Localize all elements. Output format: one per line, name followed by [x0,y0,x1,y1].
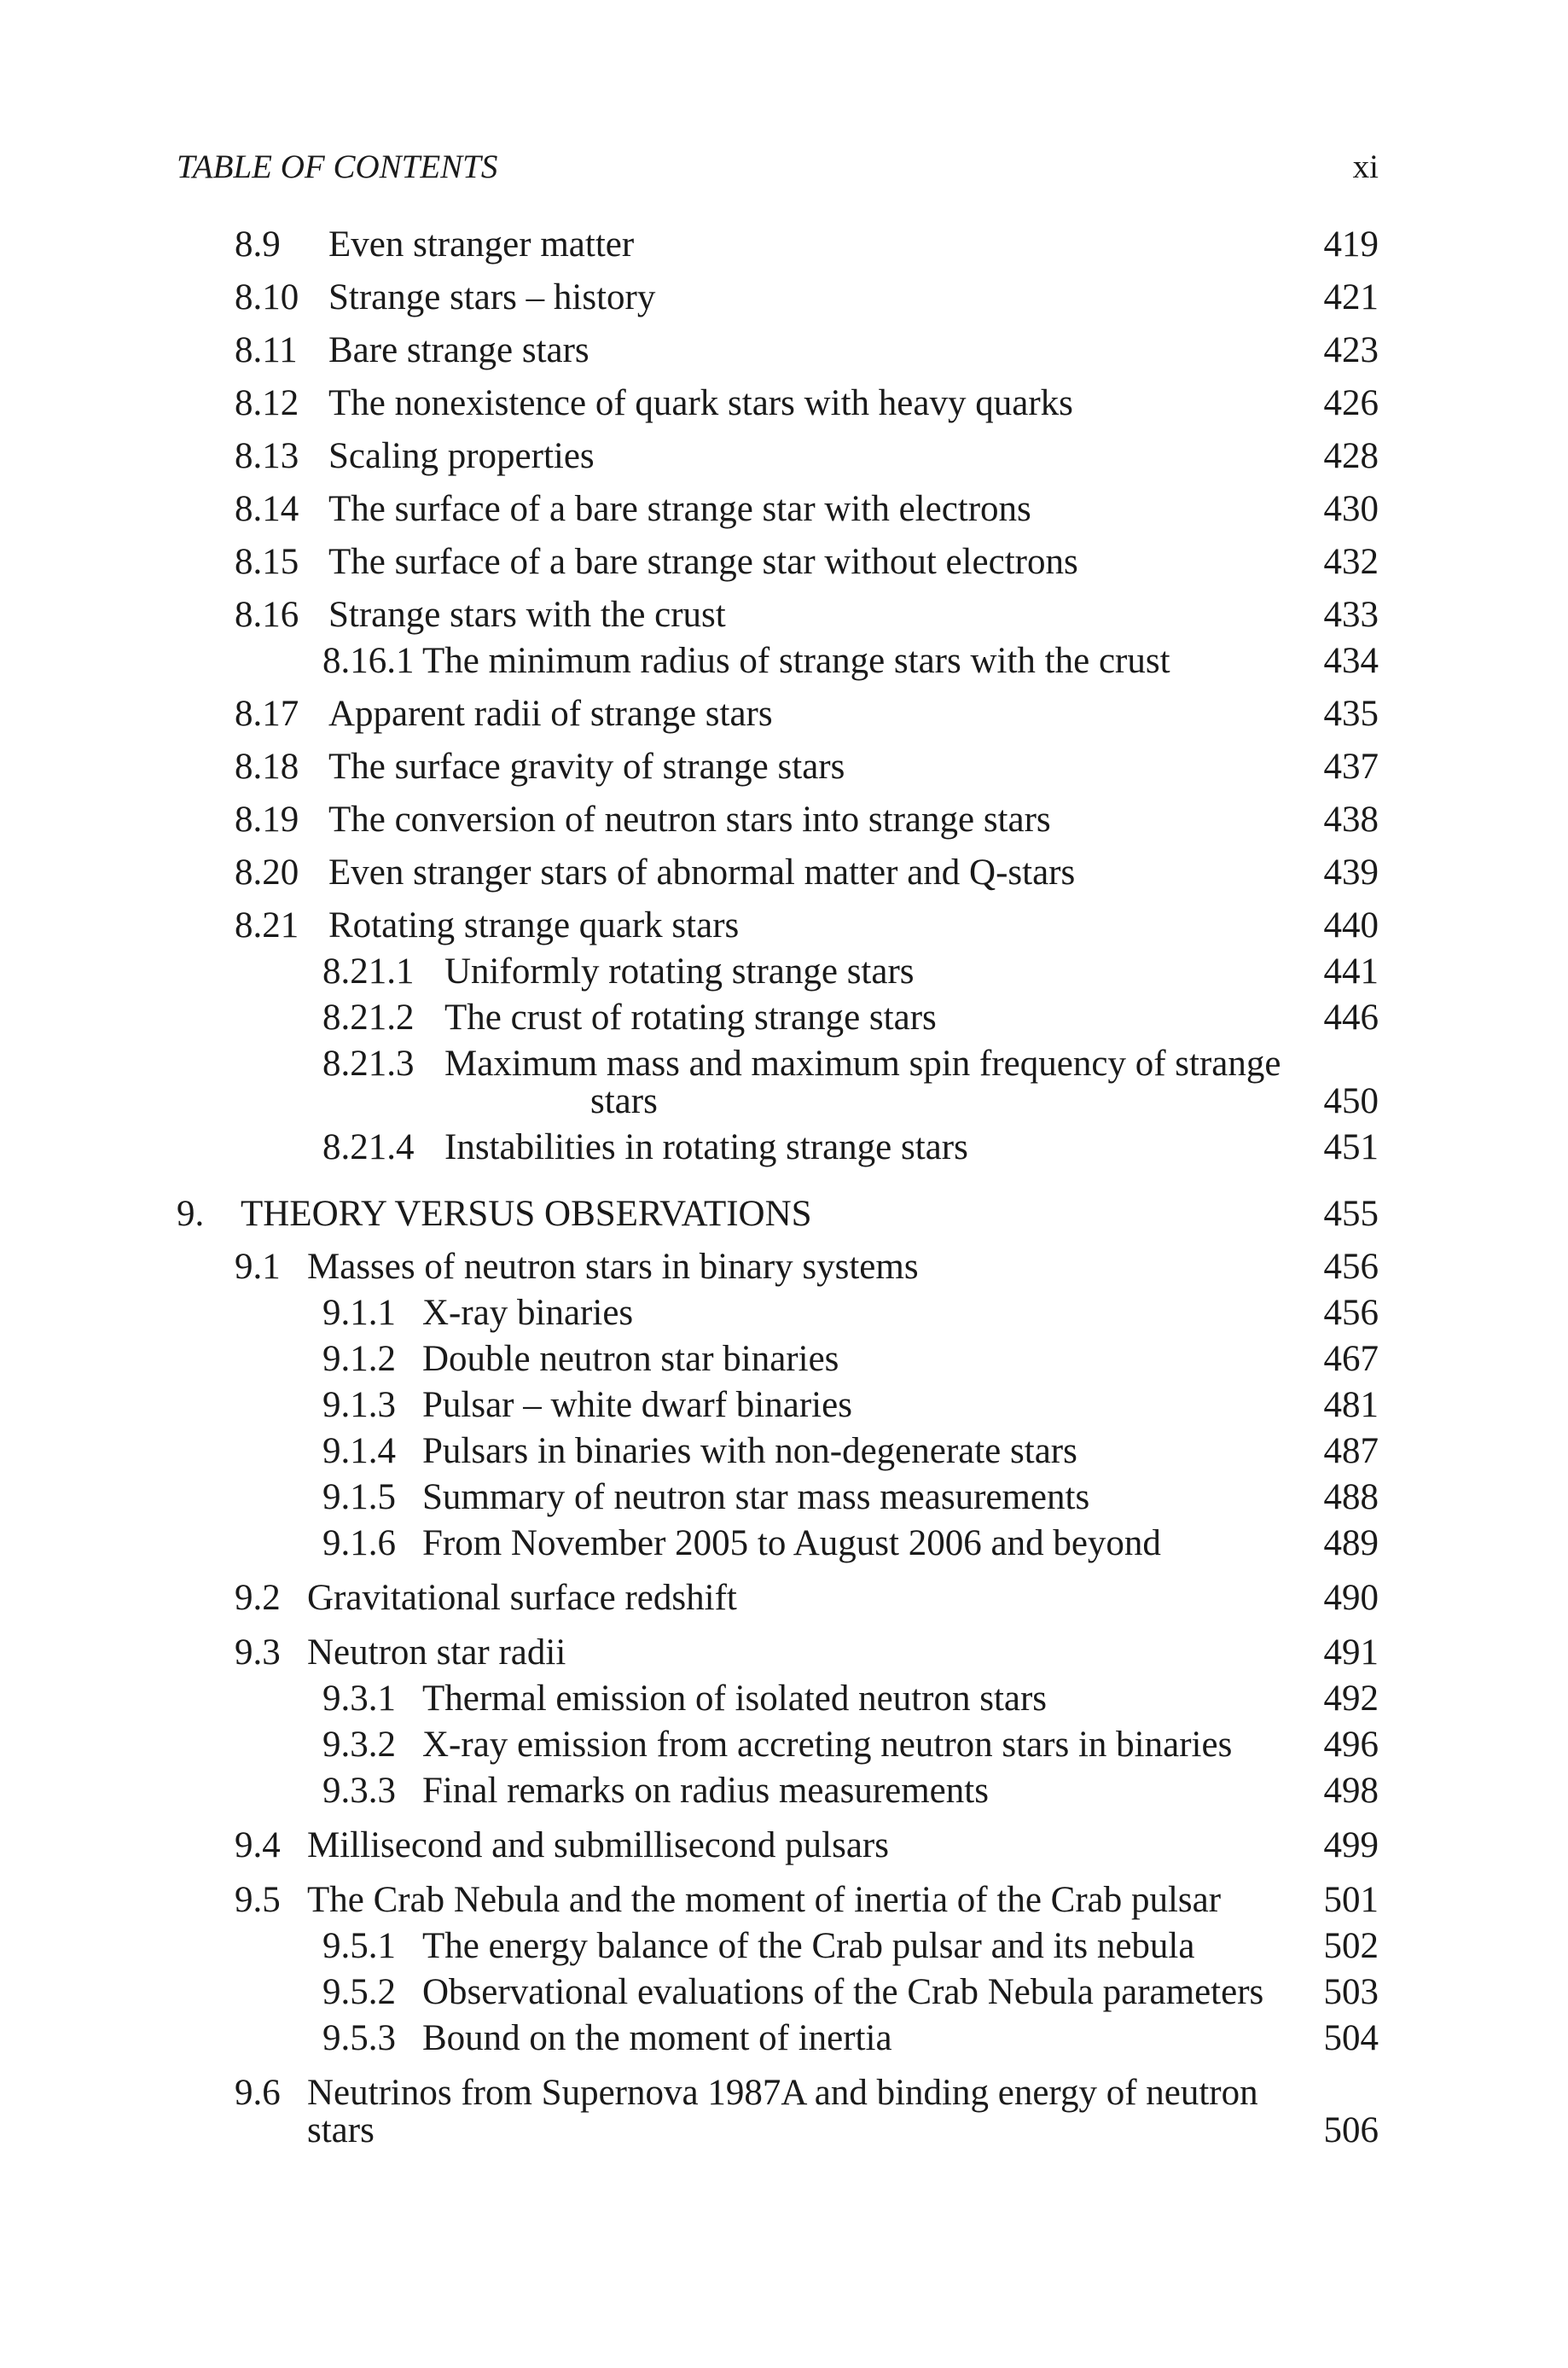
section-title: Instabilities in rotating strange stars [444,1127,968,1167]
page-number: 439 [1323,852,1379,893]
section-number: 8.21.1 [322,951,415,992]
section-title: Even stranger matter [328,224,635,265]
section-title: Bare strange stars [328,330,589,370]
section-number: 9.5.1 [322,1926,396,1966]
page-number: 441 [1323,951,1379,992]
running-head-title: TABLE OF CONTENTS [177,148,498,185]
section-number: 9.1.4 [322,1431,396,1471]
section-number: 9.5 [235,1880,281,1920]
page-number: 451 [1323,1127,1379,1167]
section-number: 8.21.2 [322,998,415,1038]
page-number: 435 [1323,694,1379,734]
section-number: 9.3.1 [322,1679,396,1719]
section-number: 9.6 [235,2073,281,2113]
page-number: 456 [1323,1293,1379,1333]
page-number: 455 [1323,1194,1379,1234]
section-number: 9.1 [235,1247,281,1287]
chapter-title: THEORY VERSUS OBSERVATIONS [241,1194,812,1234]
section-number: 9.4 [235,1825,281,1865]
page-number: 421 [1323,277,1379,317]
section-number: 8.15 [235,542,299,582]
section-title: The surface of a bare strange star with electrons [328,489,1031,529]
page-number: 489 [1323,1523,1379,1563]
section-title: Masses of neutron stars in binary systems [307,1247,919,1287]
chapter-number: 9. [177,1194,205,1234]
section-number: 8.14 [235,489,299,529]
page-number: 502 [1323,1926,1379,1966]
section-title: From November 2005 to August 2006 and beyond [422,1523,1161,1563]
page-number: 438 [1323,800,1379,840]
section-number: 9.1.5 [322,1477,396,1517]
section-number: 8.9 [235,224,281,265]
section-title: Even stranger stars of abnormal matter and Q-stars [328,852,1076,893]
section-title: The surface of a bare strange star without electrons [328,542,1078,582]
section-title: The surface gravity of strange stars [328,747,845,787]
section-title: Thermal emission of isolated neutron stars [422,1679,1048,1719]
section-number: 8.12 [235,383,299,423]
section-title: Neutrinos from Supernova 1987A and binding energy of neutron [307,2073,1258,2113]
page-number: 423 [1323,330,1379,370]
section-title: Uniformly rotating strange stars [444,951,915,992]
section-number: 9.2 [235,1578,281,1618]
section-number: 8.10 [235,277,299,317]
section-title: The energy balance of the Crab pulsar and its nebula [422,1926,1195,1966]
page-number: 426 [1323,383,1379,423]
section-number: 8.11 [235,330,298,370]
section-title: Pulsar – white dwarf binaries [422,1385,852,1425]
section-title-continued: stars [590,1081,658,1121]
section-title: X-ray binaries [422,1293,634,1333]
section-title: Scaling properties [328,436,595,476]
page-number: 496 [1323,1725,1379,1765]
page-number: 437 [1323,747,1379,787]
section-number: 8.21.4 [322,1127,415,1167]
page-number: 501 [1323,1880,1379,1920]
section-title: Strange stars with the crust [328,595,726,635]
section-number: 9.5.2 [322,1972,396,2012]
section-number: 8.16 [235,595,299,635]
page-number: 503 [1323,1972,1379,2012]
page-number: 430 [1323,489,1379,529]
section-title: Apparent radii of strange stars [328,694,773,734]
section-title: Maximum mass and maximum spin frequency of strange [444,1044,1281,1084]
page-number: 492 [1323,1679,1379,1719]
section-title: The crust of rotating strange stars [444,998,937,1038]
table-of-contents [177,0,1379,2368]
page-number: 428 [1323,436,1379,476]
section-title: The Crab Nebula and the moment of inertia of the Crab pulsar [307,1880,1222,1920]
page-number: 491 [1323,1632,1379,1673]
section-number: 8.19 [235,800,299,840]
page-number: 450 [1323,1081,1379,1121]
page-number: 433 [1323,595,1379,635]
section-title: The conversion of neutron stars into strange stars [328,800,1051,840]
page-number: 487 [1323,1431,1379,1471]
section-number: 8.17 [235,694,299,734]
page-number: 498 [1323,1771,1379,1811]
page-number: 506 [1323,2110,1379,2150]
page-number: 467 [1323,1339,1379,1379]
page-number: 490 [1323,1578,1379,1618]
section-number: 8.16.1 [322,641,415,681]
section-title-continued: stars [307,2110,375,2150]
page-number: 504 [1323,2018,1379,2058]
page-number: 488 [1323,1477,1379,1517]
section-title: Strange stars – history [328,277,656,317]
section-number: 8.21.3 [322,1044,415,1084]
section-title: Bound on the moment of inertia [422,2018,892,2058]
section-number: 9.1.3 [322,1385,396,1425]
section-title: Rotating strange quark stars [328,905,740,945]
section-number: 9.1.2 [322,1339,396,1379]
section-number: 8.21 [235,905,299,945]
page-number: 432 [1323,542,1379,582]
section-number: 9.1.6 [322,1523,396,1563]
page-number: 440 [1323,905,1379,945]
section-number: 8.13 [235,436,299,476]
page-number: 456 [1323,1247,1379,1287]
section-title: Pulsars in binaries with non-degenerate stars [422,1431,1077,1471]
page-folio: xi [1352,148,1379,185]
section-title: X-ray emission from accreting neutron stars in binaries [422,1725,1233,1765]
section-title: Summary of neutron star mass measurements [422,1477,1090,1517]
page-number: 419 [1323,224,1379,265]
section-title: Final remarks on radius measurements [422,1771,989,1811]
section-title: The minimum radius of strange stars with the crust [422,641,1170,681]
section-title: Neutron star radii [307,1632,566,1673]
section-number: 9.3.3 [322,1771,396,1811]
section-title: Gravitational surface redshift [307,1578,737,1618]
page-number: 499 [1323,1825,1379,1865]
page-number: 481 [1323,1385,1379,1425]
section-title: The nonexistence of quark stars with heavy quarks [328,383,1073,423]
section-number: 8.18 [235,747,299,787]
page-number: 446 [1323,998,1379,1038]
section-number: 8.20 [235,852,299,893]
section-title: Observational evaluations of the Crab Nebula parameters [422,1972,1264,2012]
section-number: 9.3 [235,1632,281,1673]
section-number: 9.3.2 [322,1725,396,1765]
section-number: 9.5.3 [322,2018,396,2058]
section-title: Double neutron star binaries [422,1339,839,1379]
section-title: Millisecond and submillisecond pulsars [307,1825,889,1865]
page-number: 434 [1323,641,1379,681]
section-number: 9.1.1 [322,1293,396,1333]
